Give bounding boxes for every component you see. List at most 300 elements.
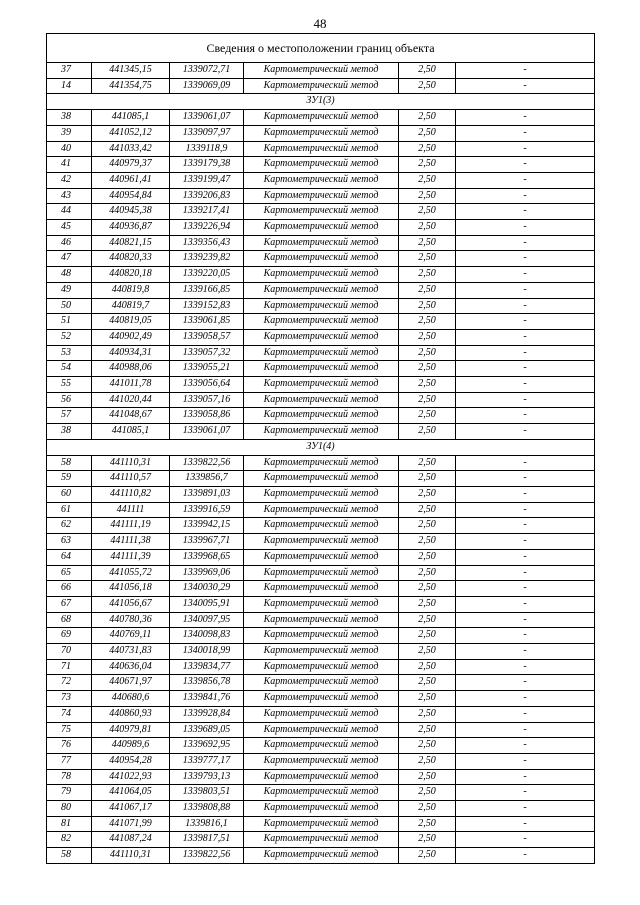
coord-y-cell: 1339692,95 (170, 738, 244, 754)
description-cell: - (456, 612, 595, 628)
description-cell: - (456, 424, 595, 440)
coord-y-cell: 1339856,7 (170, 471, 244, 487)
method-cell: Картометрический метод (244, 659, 399, 675)
accuracy-cell: 2,50 (399, 753, 456, 769)
description-cell: - (456, 816, 595, 832)
accuracy-cell: 2,50 (399, 644, 456, 660)
coord-x-cell: 441111,19 (92, 518, 170, 534)
method-cell: Картометрический метод (244, 424, 399, 440)
description-cell: - (456, 628, 595, 644)
accuracy-cell: 2,50 (399, 628, 456, 644)
coord-x-cell: 440819,7 (92, 298, 170, 314)
coord-x-cell: 441011,78 (92, 377, 170, 393)
point-number-cell: 74 (47, 706, 92, 722)
description-cell: - (456, 392, 595, 408)
description-cell: - (456, 78, 595, 94)
accuracy-cell: 2,50 (399, 78, 456, 94)
table-row (47, 329, 595, 345)
coord-y-cell: 1339834,77 (170, 659, 244, 675)
table-row (47, 722, 595, 738)
table-row (47, 565, 595, 581)
table-row (47, 628, 595, 644)
coord-x-cell: 440954,28 (92, 753, 170, 769)
description-cell: - (456, 125, 595, 141)
method-cell: Картометрический метод (244, 801, 399, 817)
coord-x-cell: 441052,12 (92, 125, 170, 141)
table-header-row (47, 34, 595, 63)
coord-y-cell: 1340098,83 (170, 628, 244, 644)
method-cell: Картометрический метод (244, 471, 399, 487)
description-cell: - (456, 110, 595, 126)
coord-x-cell: 441020,44 (92, 392, 170, 408)
method-cell: Картометрический метод (244, 157, 399, 173)
coord-y-cell: 1340030,29 (170, 581, 244, 597)
accuracy-cell: 2,50 (399, 110, 456, 126)
accuracy-cell: 2,50 (399, 581, 456, 597)
coord-x-cell: 440680,6 (92, 691, 170, 707)
table-row (47, 596, 595, 612)
coord-y-cell: 1339356,43 (170, 235, 244, 251)
table-row (47, 675, 595, 691)
point-number-cell: 40 (47, 141, 92, 157)
accuracy-cell: 2,50 (399, 534, 456, 550)
point-number-cell: 58 (47, 848, 92, 864)
accuracy-cell: 2,50 (399, 314, 456, 330)
table-row (47, 691, 595, 707)
accuracy-cell: 2,50 (399, 361, 456, 377)
coord-y-cell: 1340018,99 (170, 644, 244, 660)
description-cell: - (456, 220, 595, 236)
table-row (47, 377, 595, 393)
coord-x-cell: 441085,1 (92, 110, 170, 126)
section-row (47, 439, 595, 455)
description-cell: - (456, 785, 595, 801)
accuracy-cell: 2,50 (399, 125, 456, 141)
coord-y-cell: 1339097,97 (170, 125, 244, 141)
method-cell: Картометрический метод (244, 769, 399, 785)
method-cell: Картометрический метод (244, 408, 399, 424)
coord-y-cell: 1339822,56 (170, 455, 244, 471)
accuracy-cell: 2,50 (399, 486, 456, 502)
coord-x-cell: 441111 (92, 502, 170, 518)
coord-y-cell: 1339061,07 (170, 110, 244, 126)
coord-y-cell: 1339928,84 (170, 706, 244, 722)
coord-x-cell: 441067,17 (92, 801, 170, 817)
description-cell: - (456, 345, 595, 361)
point-number-cell: 66 (47, 581, 92, 597)
accuracy-cell: 2,50 (399, 706, 456, 722)
coord-y-cell: 1340097,95 (170, 612, 244, 628)
table-row (47, 345, 595, 361)
point-number-cell: 42 (47, 172, 92, 188)
coord-y-cell: 1339969,06 (170, 565, 244, 581)
coord-y-cell: 1340095,91 (170, 596, 244, 612)
description-cell: - (456, 848, 595, 864)
table-row (47, 188, 595, 204)
accuracy-cell: 2,50 (399, 738, 456, 754)
coord-x-cell: 441111,38 (92, 534, 170, 550)
point-number-cell: 47 (47, 251, 92, 267)
table-row (47, 753, 595, 769)
coord-x-cell: 440636,04 (92, 659, 170, 675)
table-row (47, 361, 595, 377)
method-cell: Картометрический метод (244, 78, 399, 94)
point-number-cell: 14 (47, 78, 92, 94)
point-number-cell: 72 (47, 675, 92, 691)
point-number-cell: 73 (47, 691, 92, 707)
point-number-cell: 76 (47, 738, 92, 754)
method-cell: Картометрический метод (244, 392, 399, 408)
coord-y-cell: 1339061,85 (170, 314, 244, 330)
coord-y-cell: 1339057,32 (170, 345, 244, 361)
coord-y-cell: 1339055,21 (170, 361, 244, 377)
point-number-cell: 81 (47, 816, 92, 832)
description-cell: - (456, 314, 595, 330)
description-cell: - (456, 455, 595, 471)
description-cell: - (456, 596, 595, 612)
coord-x-cell: 441055,72 (92, 565, 170, 581)
accuracy-cell: 2,50 (399, 769, 456, 785)
coord-x-cell: 441056,18 (92, 581, 170, 597)
coord-x-cell: 440820,33 (92, 251, 170, 267)
description-cell: - (456, 329, 595, 345)
method-cell: Картометрический метод (244, 377, 399, 393)
table-row (47, 424, 595, 440)
method-cell: Картометрический метод (244, 220, 399, 236)
coord-y-cell: 1339822,56 (170, 848, 244, 864)
section-label: ЗУ1(4) (47, 439, 595, 455)
table-row (47, 408, 595, 424)
description-cell: - (456, 251, 595, 267)
description-cell: - (456, 644, 595, 660)
accuracy-cell: 2,50 (399, 345, 456, 361)
table-row (47, 63, 595, 79)
point-number-cell: 43 (47, 188, 92, 204)
accuracy-cell: 2,50 (399, 691, 456, 707)
coord-y-cell: 1339942,15 (170, 518, 244, 534)
accuracy-cell: 2,50 (399, 377, 456, 393)
accuracy-cell: 2,50 (399, 267, 456, 283)
description-cell: - (456, 675, 595, 691)
accuracy-cell: 2,50 (399, 251, 456, 267)
description-cell: - (456, 63, 595, 79)
point-number-cell: 61 (47, 502, 92, 518)
method-cell: Картометрический метод (244, 753, 399, 769)
point-number-cell: 55 (47, 377, 92, 393)
point-number-cell: 38 (47, 424, 92, 440)
description-cell: - (456, 282, 595, 298)
coord-x-cell: 441111,39 (92, 549, 170, 565)
coord-x-cell: 440769,11 (92, 628, 170, 644)
method-cell: Картометрический метод (244, 188, 399, 204)
point-number-cell: 78 (47, 769, 92, 785)
coord-x-cell: 440979,81 (92, 722, 170, 738)
coord-y-cell: 1339816,1 (170, 816, 244, 832)
coord-y-cell: 1339199,47 (170, 172, 244, 188)
table-row (47, 816, 595, 832)
table-row (47, 534, 595, 550)
method-cell: Картометрический метод (244, 63, 399, 79)
coord-x-cell: 440820,18 (92, 267, 170, 283)
table-row (47, 769, 595, 785)
description-cell: - (456, 691, 595, 707)
table-row (47, 471, 595, 487)
accuracy-cell: 2,50 (399, 722, 456, 738)
table-row (47, 502, 595, 518)
coord-y-cell: 1339069,09 (170, 78, 244, 94)
description-cell: - (456, 722, 595, 738)
coord-y-cell: 1339967,71 (170, 534, 244, 550)
point-number-cell: 82 (47, 832, 92, 848)
table-row (47, 235, 595, 251)
coord-x-cell: 440954,84 (92, 188, 170, 204)
method-cell: Картометрический метод (244, 235, 399, 251)
point-number-cell: 63 (47, 534, 92, 550)
point-number-cell: 79 (47, 785, 92, 801)
accuracy-cell: 2,50 (399, 518, 456, 534)
table-row (47, 157, 595, 173)
section-label: ЗУ1(3) (47, 94, 595, 110)
method-cell: Картометрический метод (244, 172, 399, 188)
coord-y-cell: 1339226,94 (170, 220, 244, 236)
coord-x-cell: 440819,05 (92, 314, 170, 330)
accuracy-cell: 2,50 (399, 816, 456, 832)
method-cell: Картометрический метод (244, 644, 399, 660)
method-cell: Картометрический метод (244, 596, 399, 612)
accuracy-cell: 2,50 (399, 282, 456, 298)
table-row (47, 251, 595, 267)
accuracy-cell: 2,50 (399, 832, 456, 848)
coord-y-cell: 1339916,59 (170, 502, 244, 518)
description-cell: - (456, 204, 595, 220)
table-row (47, 848, 595, 864)
coord-y-cell: 1339056,64 (170, 377, 244, 393)
table-row (47, 738, 595, 754)
coord-x-cell: 440821,15 (92, 235, 170, 251)
description-cell: - (456, 486, 595, 502)
coord-x-cell: 440979,37 (92, 157, 170, 173)
description-cell: - (456, 832, 595, 848)
description-cell: - (456, 706, 595, 722)
method-cell: Картометрический метод (244, 267, 399, 283)
table-row (47, 644, 595, 660)
method-cell: Картометрический метод (244, 251, 399, 267)
point-number-cell: 70 (47, 644, 92, 660)
table-row (47, 125, 595, 141)
coord-y-cell: 1339072,71 (170, 63, 244, 79)
description-cell: - (456, 753, 595, 769)
table-row (47, 785, 595, 801)
point-number-cell: 71 (47, 659, 92, 675)
point-number-cell: 59 (47, 471, 92, 487)
method-cell: Картометрический метод (244, 282, 399, 298)
coord-y-cell: 1339777,17 (170, 753, 244, 769)
description-cell: - (456, 141, 595, 157)
method-cell: Картометрический метод (244, 314, 399, 330)
description-cell: - (456, 518, 595, 534)
table-row (47, 267, 595, 283)
point-number-cell: 51 (47, 314, 92, 330)
accuracy-cell: 2,50 (399, 659, 456, 675)
method-cell: Картометрический метод (244, 298, 399, 314)
description-cell: - (456, 769, 595, 785)
coord-y-cell: 1339968,65 (170, 549, 244, 565)
method-cell: Картометрический метод (244, 628, 399, 644)
coord-x-cell: 441110,57 (92, 471, 170, 487)
point-number-cell: 57 (47, 408, 92, 424)
point-number-cell: 62 (47, 518, 92, 534)
table-row (47, 518, 595, 534)
method-cell: Картометрический метод (244, 675, 399, 691)
accuracy-cell: 2,50 (399, 596, 456, 612)
coord-y-cell: 1339891,03 (170, 486, 244, 502)
coord-x-cell: 441033,42 (92, 141, 170, 157)
description-cell: - (456, 659, 595, 675)
coord-y-cell: 1339217,41 (170, 204, 244, 220)
method-cell: Картометрический метод (244, 612, 399, 628)
coord-y-cell: 1339206,83 (170, 188, 244, 204)
description-cell: - (456, 361, 595, 377)
accuracy-cell: 2,50 (399, 848, 456, 864)
coord-y-cell: 1339220,05 (170, 267, 244, 283)
point-number-cell: 54 (47, 361, 92, 377)
table-row (47, 486, 595, 502)
accuracy-cell: 2,50 (399, 235, 456, 251)
coord-x-cell: 441345,15 (92, 63, 170, 79)
coord-y-cell: 1339057,16 (170, 392, 244, 408)
accuracy-cell: 2,50 (399, 455, 456, 471)
description-cell: - (456, 738, 595, 754)
point-number-cell: 50 (47, 298, 92, 314)
description-cell: - (456, 377, 595, 393)
coord-x-cell: 441110,82 (92, 486, 170, 502)
coord-y-cell: 1339061,07 (170, 424, 244, 440)
method-cell: Картометрический метод (244, 785, 399, 801)
accuracy-cell: 2,50 (399, 141, 456, 157)
description-cell: - (456, 549, 595, 565)
accuracy-cell: 2,50 (399, 801, 456, 817)
description-cell: - (456, 801, 595, 817)
table-row (47, 581, 595, 597)
table-row (47, 832, 595, 848)
table-row (47, 172, 595, 188)
point-number-cell: 41 (47, 157, 92, 173)
table-row (47, 220, 595, 236)
method-cell: Картометрический метод (244, 345, 399, 361)
coord-x-cell: 441048,67 (92, 408, 170, 424)
point-number-cell: 48 (47, 267, 92, 283)
point-number-cell: 68 (47, 612, 92, 628)
accuracy-cell: 2,50 (399, 785, 456, 801)
method-cell: Картометрический метод (244, 518, 399, 534)
coord-y-cell: 1339058,86 (170, 408, 244, 424)
coord-x-cell: 440902,49 (92, 329, 170, 345)
coord-x-cell: 440989,6 (92, 738, 170, 754)
point-number-cell: 44 (47, 204, 92, 220)
point-number-cell: 58 (47, 455, 92, 471)
coord-x-cell: 441022,93 (92, 769, 170, 785)
coord-x-cell: 441087,24 (92, 832, 170, 848)
coord-y-cell: 1339856,78 (170, 675, 244, 691)
accuracy-cell: 2,50 (399, 188, 456, 204)
description-cell: - (456, 471, 595, 487)
method-cell: Картометрический метод (244, 141, 399, 157)
table-row (47, 204, 595, 220)
description-cell: - (456, 172, 595, 188)
point-number-cell: 65 (47, 565, 92, 581)
table-row (47, 141, 595, 157)
method-cell: Картометрический метод (244, 565, 399, 581)
description-cell: - (456, 298, 595, 314)
method-cell: Картометрический метод (244, 329, 399, 345)
table-row (47, 314, 595, 330)
accuracy-cell: 2,50 (399, 424, 456, 440)
accuracy-cell: 2,50 (399, 204, 456, 220)
coord-y-cell: 1339118,9 (170, 141, 244, 157)
table-row (47, 110, 595, 126)
coord-x-cell: 440961,41 (92, 172, 170, 188)
description-cell: - (456, 157, 595, 173)
point-number-cell: 56 (47, 392, 92, 408)
method-cell: Картометрический метод (244, 502, 399, 518)
coord-x-cell: 441085,1 (92, 424, 170, 440)
method-cell: Картометрический метод (244, 848, 399, 864)
method-cell: Картометрический метод (244, 204, 399, 220)
method-cell: Картометрический метод (244, 816, 399, 832)
coord-x-cell: 441071,99 (92, 816, 170, 832)
coord-y-cell: 1339152,83 (170, 298, 244, 314)
coord-x-cell: 440860,93 (92, 706, 170, 722)
point-number-cell: 49 (47, 282, 92, 298)
coord-x-cell: 440780,36 (92, 612, 170, 628)
coord-y-cell: 1339793,13 (170, 769, 244, 785)
point-number-cell: 52 (47, 329, 92, 345)
accuracy-cell: 2,50 (399, 329, 456, 345)
method-cell: Картометрический метод (244, 581, 399, 597)
method-cell: Картометрический метод (244, 691, 399, 707)
coord-x-cell: 441110,31 (92, 455, 170, 471)
point-number-cell: 80 (47, 801, 92, 817)
accuracy-cell: 2,50 (399, 612, 456, 628)
coord-x-cell: 441064,05 (92, 785, 170, 801)
coord-x-cell: 440934,31 (92, 345, 170, 361)
table-row (47, 455, 595, 471)
point-number-cell: 77 (47, 753, 92, 769)
page-number: 48 (313, 16, 327, 31)
coord-x-cell: 440945,38 (92, 204, 170, 220)
method-cell: Картометрический метод (244, 738, 399, 754)
accuracy-cell: 2,50 (399, 298, 456, 314)
description-cell: - (456, 502, 595, 518)
accuracy-cell: 2,50 (399, 675, 456, 691)
method-cell: Картометрический метод (244, 361, 399, 377)
method-cell: Картометрический метод (244, 549, 399, 565)
coord-x-cell: 441056,67 (92, 596, 170, 612)
description-cell: - (456, 534, 595, 550)
point-number-cell: 69 (47, 628, 92, 644)
coord-y-cell: 1339179,38 (170, 157, 244, 173)
point-number-cell: 38 (47, 110, 92, 126)
coord-y-cell: 1339058,57 (170, 329, 244, 345)
coord-y-cell: 1339689,05 (170, 722, 244, 738)
description-cell: - (456, 581, 595, 597)
table-row (47, 282, 595, 298)
point-number-cell: 64 (47, 549, 92, 565)
description-cell: - (456, 188, 595, 204)
accuracy-cell: 2,50 (399, 392, 456, 408)
accuracy-cell: 2,50 (399, 220, 456, 236)
boundary-table (46, 33, 595, 864)
